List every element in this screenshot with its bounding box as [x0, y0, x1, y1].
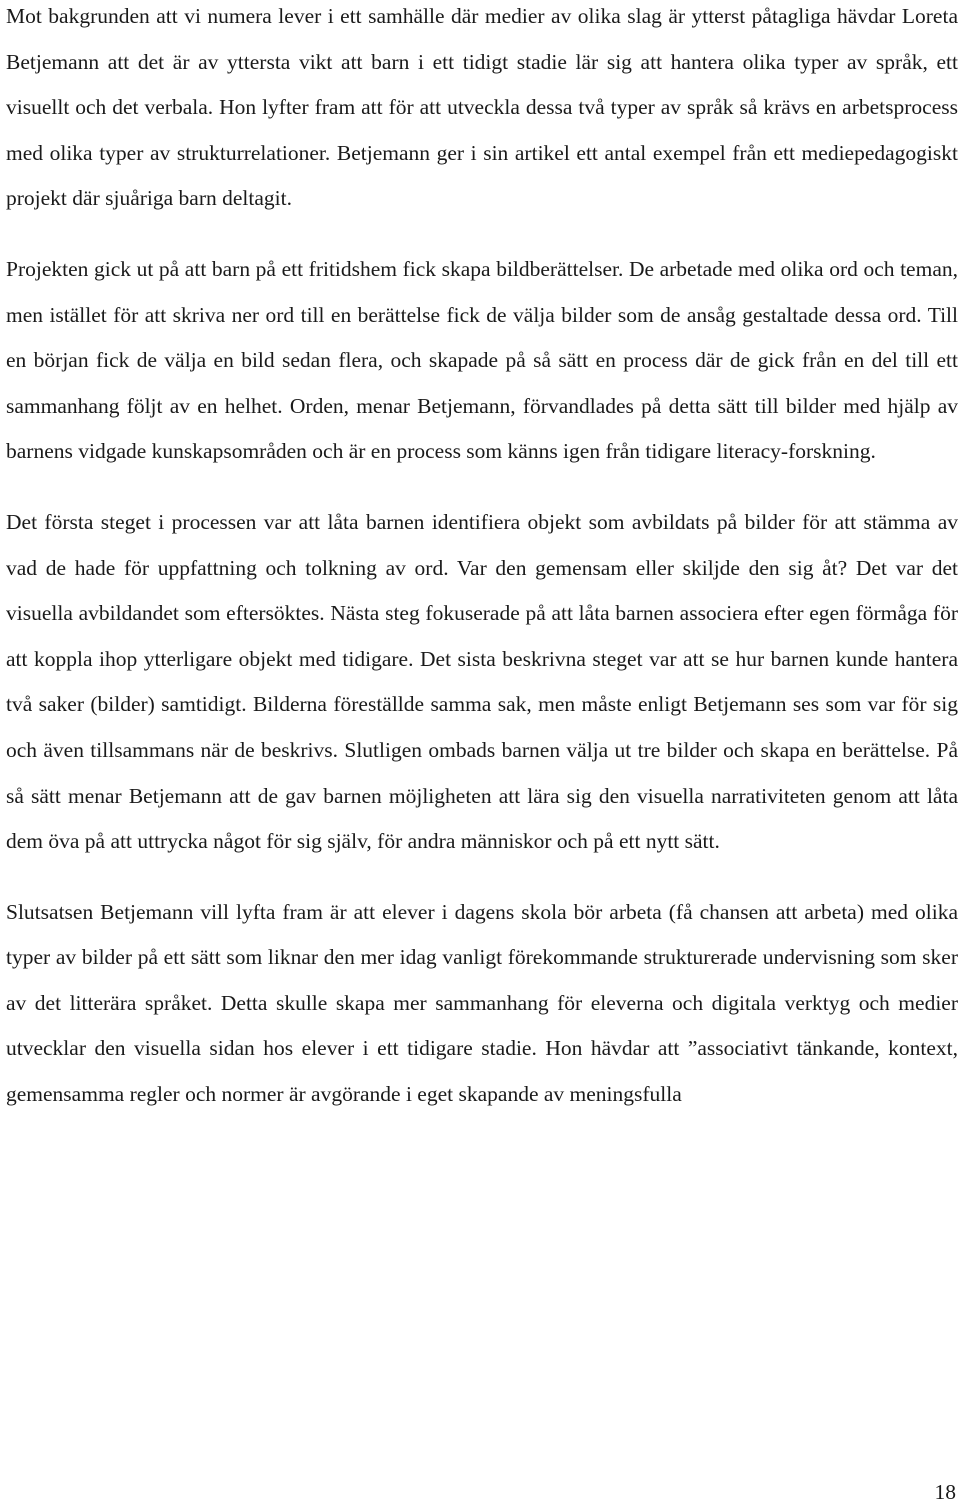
document-page [6, 0, 958, 1118]
paragraph-1: Mot bakgrunden att vi numera lever i ett samhälle där medier av olika slag är ytterst påtagliga hävdar Loreta Betjemann att det är av yttersta vikt att barn i ett tidigt stadie lär sig att hantera olika typer av språk, ett visuellt och det verbala. Hon lyfter fram att för att utveckla dessa två typer av språk så krävs en arbetsprocess med olika typer av strukturrelationer. Betjemann ger i sin artikel ett antal exempel från ett mediepedagogiskt projekt där sjuåriga barn deltagit. [6, 4, 958, 211]
paragraph-3: Det första steget i processen var att låta barnen identifiera objekt som avbildats på bilder för att stämma av vad de hade för uppfattning och tolkning av ord. Var den gemensam eller skiljde den sig åt? Det var det visuella avbildandet som eftersöktes. Nästa steg fokuserade på att låta barnen associera efter egen förmåga för att koppla ihop ytterligare objekt med tidigare. Det sista beskrivna steget var att se hur barnen kunde hantera två saker (bilder) samtidigt. Bilderna föreställde samma sak, men måste enligt Betjemann ses som var för sig och även tillsammans när de beskrivs. Slutligen ombads barnen välja ut tre bilder och skapa en berättelse. På så sätt menar Betjemann att de gav barnen möjligheten att lära sig den visuella narrativiteten genom att låta dem öva på att uttrycka något för sig själv, för andra människor och på ett nytt sätt. [6, 509, 958, 854]
paragraph-2: Projekten gick ut på att barn på ett fritidshem fick skapa bildberättelser. De arbetade med olika ord och teman, men istället för att skriva ner ord till en berättelse fick de välja bilder som de ansåg gestaltade dessa ord. Till en början fick de välja en bild sedan flera, och skapade på så sätt en process där de gick från en del till ett sammanhang följt av en helhet. Orden, menar Betjemann, förvandlades på detta sätt till bilder med hjälp av barnens vidgade kunskapsområden och är en process som känns igen från tidigare literacy-forskning. [6, 256, 958, 464]
page-number: 18 [934, 1480, 956, 1504]
paragraph-4: Slutsatsen Betjemann vill lyfta fram är att elever i dagens skola bör arbeta (få chansen att arbeta) med olika typer av bilder på ett sätt som liknar den mer idag vanligt förekommande strukturerade undervisning som sker av det litterära språket. Detta skulle skapa mer sammanhang för eleverna och digitala verktyg och medier utvecklar den visuella sidan hos elever i ett tidigare stadie. Hon hävdar att ”associativt tänkande, kontext, gemensamma regler och normer är avgörande i eget skapande av meningsfulla [6, 899, 958, 1107]
